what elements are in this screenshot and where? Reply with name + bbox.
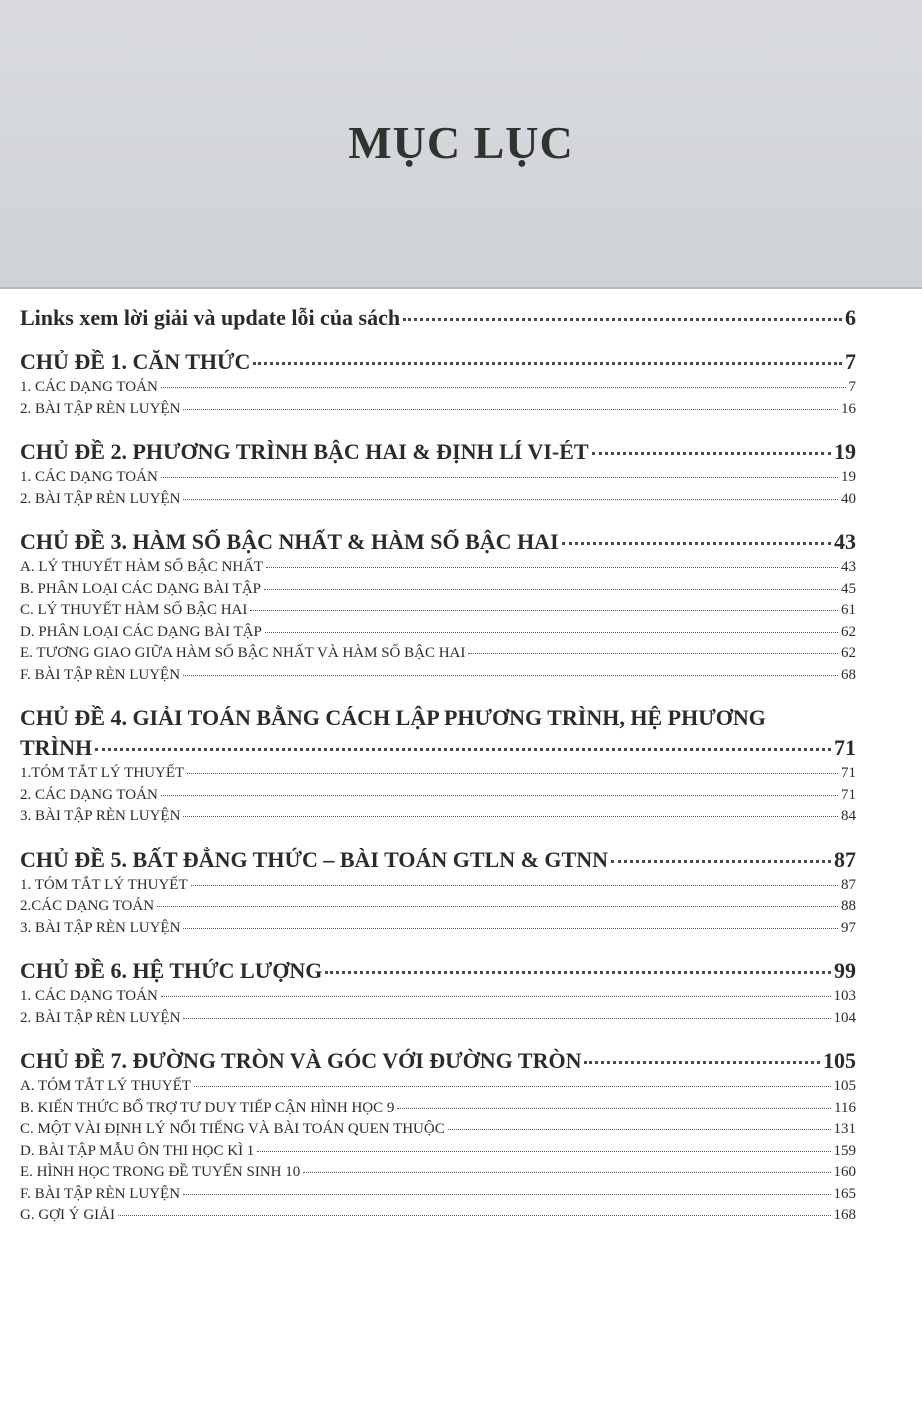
dot-leader [265,632,838,633]
toc-item-label: 2. BÀI TẬP RÈN LUYỆN [20,490,181,507]
toc-item[interactable] [20,1164,856,1186]
chapter-title: CHỦ ĐỀ 1. CĂN THỨC [20,349,251,374]
chapter-page: 7 [845,349,856,374]
toc-item-page: 16 [841,400,856,417]
dot-leader [325,971,831,974]
toc-item[interactable] [20,1010,856,1032]
toc-item-page: 103 [833,988,856,1004]
toc-item-page: 68 [841,666,856,683]
dot-leader [183,816,838,817]
chapter-heading[interactable] [20,349,856,379]
chapter-heading[interactable] [20,439,856,469]
page-title: MỤC LỤC [348,117,574,168]
toc-item[interactable] [20,920,856,942]
chapter-page: 105 [823,1048,856,1073]
toc-item[interactable] [20,898,856,920]
dot-leader [303,1172,830,1173]
toc-item-label: D. PHÂN LOẠI CÁC DẠNG BÀI TẬP [20,623,262,640]
chapter-heading[interactable] [20,958,856,988]
toc-item[interactable] [20,379,856,401]
dot-leader [183,675,838,676]
toc-item-label: 1. CÁC DẠNG TOÁN [20,469,158,485]
dot-leader [584,1061,820,1064]
toc-item-page: 104 [833,1009,856,1026]
toc-entry-links[interactable] [20,305,856,335]
dot-leader [183,1018,830,1019]
toc-item[interactable] [20,581,856,603]
toc-item[interactable] [20,491,856,513]
toc-item-page: 105 [833,1078,856,1094]
dot-leader [187,773,838,774]
dot-leader [161,387,846,388]
chapter-title-continued: TRÌNH [20,735,93,760]
toc-item[interactable] [20,645,856,667]
toc-item[interactable] [20,988,856,1010]
toc-item-page: 97 [841,919,856,936]
dot-leader [253,362,842,365]
toc-item-page: 61 [841,602,856,618]
toc-item[interactable] [20,1143,856,1165]
dot-leader [468,653,838,654]
dot-leader [562,542,831,545]
dot-leader [157,906,838,907]
toc-item-label: 1. CÁC DẠNG TOÁN [20,379,158,395]
dot-leader [250,610,838,611]
toc-item[interactable] [20,1100,856,1122]
dot-leader [264,589,838,590]
toc-item[interactable] [20,559,856,581]
toc-item[interactable] [20,1186,856,1208]
dot-leader [403,318,842,321]
chapter-title: CHỦ ĐỀ 2. PHƯƠNG TRÌNH BẬC HAI & ĐỊNH LÍ VI-ÉT [20,439,589,464]
chapter-heading[interactable] [20,847,856,877]
toc-item-label: 2.CÁC DẠNG TOÁN [20,898,155,914]
toc-item-page: 7 [848,379,856,395]
toc-item[interactable] [20,1121,856,1143]
toc-entry-page: 6 [845,305,856,330]
toc-item-page: 87 [841,876,856,893]
toc-item-page: 71 [841,765,856,781]
toc-item-label: E. HÌNH HỌC TRONG ĐỀ TUYỂN SINH 10 [20,1164,301,1180]
toc-item-label: E. TƯƠNG GIAO GIỮA HÀM SỐ BẬC NHẤT VÀ HÀM SỐ BẬC HAI [20,645,466,661]
toc-item[interactable] [20,624,856,646]
dot-leader [191,885,838,886]
toc-item-label: C. MỘT VÀI ĐỊNH LÝ NỔI TIẾNG VÀ BÀI TOÁN QUEN THUỘC [20,1121,445,1137]
toc-item-label: 1.TÓM TẮT LÝ THUYẾT [20,765,185,781]
toc-item-label: B. KIẾN THỨC BỔ TRỢ TƯ DUY TIẾP CẬN HÌNH HỌC 9 [20,1099,395,1116]
chapter-title: CHỦ ĐỀ 3. HÀM SỐ BẬC NHẤT & HÀM SỐ BẬC HAI [20,529,559,554]
toc-item-page: 71 [841,786,856,803]
toc-item-label: 3. BÀI TẬP RÈN LUYỆN [20,919,181,936]
toc-item[interactable] [20,787,856,809]
dot-leader [611,860,831,863]
dot-leader [183,928,838,929]
toc-item-page: 168 [833,1207,856,1223]
toc-item-label: A. TÓM TẮT LÝ THUYẾT [20,1078,191,1094]
dot-leader [118,1215,831,1216]
chapter-title: CHỦ ĐỀ 7. ĐƯỜNG TRÒN VÀ GÓC VỚI ĐƯỜNG TRÒN [20,1048,582,1073]
toc-item-label: 2. BÀI TẬP RÈN LUYỆN [20,400,181,417]
dot-leader [183,409,838,410]
toc-item[interactable] [20,765,856,787]
dot-leader [257,1151,830,1152]
dot-leader [194,1086,831,1087]
dot-leader [95,748,831,751]
toc-item-page: 62 [841,645,856,661]
chapter-page: 43 [834,529,856,554]
toc-item-page: 116 [834,1099,856,1116]
chapter-page: 87 [834,846,856,872]
toc-item-label: 1. CÁC DẠNG TOÁN [20,988,158,1004]
chapter-heading-line1[interactable] [20,705,856,735]
toc-item-page: 88 [841,898,856,914]
dot-leader [266,567,838,568]
dot-leader [161,996,831,997]
toc-item[interactable] [20,1207,856,1229]
toc-item-page: 45 [841,580,856,597]
chapter-heading-line2[interactable] [20,735,856,765]
toc-item-page: 19 [841,469,856,485]
toc-item-label: D. BÀI TẬP MẪU ÔN THI HỌC KÌ 1 [20,1142,255,1159]
table-of-contents [20,305,856,1229]
toc-item-page: 62 [841,623,856,640]
toc-item-page: 131 [833,1121,856,1137]
toc-item-page: 43 [841,559,856,575]
chapter-page: 99 [834,958,856,983]
toc-entry-label: Links xem lời giải và update lỗi của sách [20,305,401,330]
chapter-heading[interactable] [20,1048,856,1078]
toc-item-page: 165 [833,1185,856,1202]
toc-item[interactable] [20,1078,856,1100]
dot-leader [397,1108,831,1109]
chapter-title: CHỦ ĐỀ 6. HỆ THỨC LƯỢNG [20,958,323,983]
toc-item-page: 160 [833,1164,856,1180]
chapter-title: CHỦ ĐỀ 4. GIẢI TOÁN BẰNG CÁCH LẬP PHƯƠNG TRÌNH, HỆ PHƯƠNG [20,705,766,730]
toc-item[interactable] [20,877,856,899]
dot-leader [161,795,838,796]
toc-item-page: 159 [833,1142,856,1159]
toc-item-label: A. LÝ THUYẾT HÀM SỐ BẬC NHẤT [20,559,264,575]
toc-item-label: C. LÝ THUYẾT HÀM SỐ BẬC HAI [20,602,248,618]
title-banner [0,0,922,289]
toc-item-page: 84 [841,808,856,824]
toc-item[interactable] [20,401,856,423]
toc-item[interactable] [20,667,856,689]
toc-item-page: 40 [841,490,856,507]
toc-item[interactable] [20,469,856,491]
toc-item[interactable] [20,808,856,830]
chapter-title: CHỦ ĐỀ 5. BẤT ĐẲNG THỨC – BÀI TOÁN GTLN & GTNN [20,846,608,872]
chapter-page: 19 [834,439,856,464]
dot-leader [183,499,838,500]
dot-leader [183,1194,830,1195]
toc-item-label: B. PHÂN LOẠI CÁC DẠNG BÀI TẬP [20,580,261,597]
chapter-heading[interactable] [20,529,856,559]
toc-item-label: G. GỢI Ý GIẢI [20,1207,115,1223]
toc-item-label: 2. BÀI TẬP RÈN LUYỆN [20,1009,181,1026]
toc-item-label: 1. TÓM TẮT LÝ THUYẾT [20,876,188,893]
dot-leader [592,452,831,455]
dot-leader [161,477,838,478]
toc-item[interactable] [20,602,856,624]
toc-item-label: 2. CÁC DẠNG TOÁN [20,786,158,803]
dot-leader [448,1129,831,1130]
chapter-page: 71 [834,735,856,760]
toc-item-label: F. BÀI TẬP RÈN LUYỆN [20,1185,181,1202]
toc-item-label: 3. BÀI TẬP RÈN LUYỆN [20,808,181,824]
toc-item-label: F. BÀI TẬP RÈN LUYỆN [20,666,181,683]
